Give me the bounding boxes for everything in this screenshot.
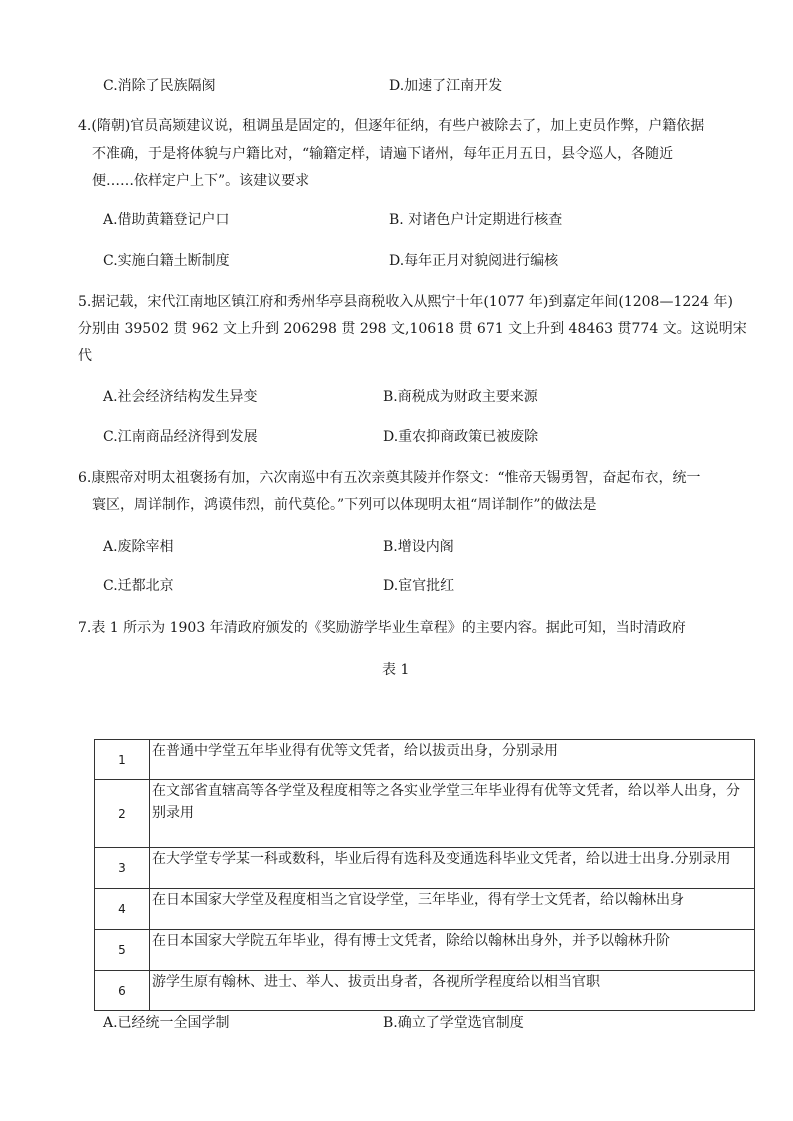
table-row (95, 889, 755, 930)
table-row (95, 848, 755, 889)
table-row (95, 971, 755, 1011)
table-row (95, 780, 755, 848)
row-text: 在普通中学堂五年毕业得有优等文凭者，给以拔贡出身，分别录用 (150, 740, 755, 780)
q4-stem-line-3: 便……依样定户上下”。该建议要求 (92, 173, 310, 189)
q7-option-b: B.确立了学堂选官制度 (383, 1015, 524, 1031)
q7-stem-line-1: 7.表 1 所示为 1903 年清政府颁发的《奖励游学毕业生章程》的主要内容。据此可知，当时清政府 (78, 620, 686, 636)
q6-option-b: B.增设内阁 (383, 539, 454, 555)
q3-option-d: D.加速了江南开发 (389, 78, 503, 94)
q4-option-b: B. 对诸色户计定期进行核查 (389, 212, 563, 228)
row-number: 6 (95, 971, 150, 1011)
q4-stem-line-1: 4.(隋朝)官员高颎建议说，租调虽是固定的，但逐年征纳，有些户被除去了，加上吏员作弊，户籍依据 (78, 118, 705, 134)
q6-stem-line-1: 6.康熙帝对明太祖褒扬有加，六次南巡中有五次亲奠其陵并作祭文：“惟帝天锡勇智，奋起布衣，统一 (78, 470, 701, 486)
q5-stem-line-1: 5.据记载，宋代江南地区镇江府和秀州华亭县商税收入从熙宁十年(1077 年)到嘉定年间(1208—1224 年) (78, 294, 733, 310)
q4-option-a: A.借助黄籍登记户口 (103, 212, 230, 228)
row-number: 4 (95, 889, 150, 930)
row-number: 5 (95, 930, 150, 971)
table-row (95, 740, 755, 780)
row-text: 在大学堂专学某一科或数科，毕业后得有选科及变通选科毕业文凭者，给以进士出身.分别录用 (150, 848, 755, 889)
q6-option-c: C.迁都北京 (103, 578, 174, 594)
row-number: 1 (95, 740, 150, 780)
row-text: 在文部省直辖高等各学堂及程度相等之各实业学堂三年毕业得有优等文凭者，给以举人出身，分别录用 (150, 780, 755, 848)
q5-option-d: D.重农抑商政策已被废除 (383, 429, 539, 445)
q5-option-b: B.商税成为财政主要来源 (383, 389, 538, 405)
q5-option-c: C.江南商品经济得到发展 (103, 429, 258, 445)
row-number: 2 (95, 780, 150, 848)
row-text: 游学生原有翰林、进士、举人、拔贡出身者，各视所学程度给以相当官职 (150, 971, 755, 1011)
q6-stem-line-2: 寰区，周详制作，鸿谟伟烈，前代莫伦。”下列可以体现明太祖“周详制作”的做法是 (92, 497, 597, 513)
table-caption: 表 1 (382, 662, 410, 678)
q6-option-d: D.宦官批红 (383, 578, 455, 594)
row-text: 在日本国家大学院五年毕业，得有博士文凭者，除给以翰林出身外，并予以翰林升阶 (150, 930, 755, 971)
rewards-table (94, 739, 755, 1011)
q5-stem-line-2: 分别由 39502 贯 962 文上升到 206298 贯 298 文,10618 贯 671 文上升到 48463 贯774 文。这说明宋 (78, 321, 747, 337)
q4-option-d: D.每年正月对貌阅进行编核 (389, 253, 559, 269)
row-text: 在日本国家大学堂及程度相当之官设学堂，三年毕业，得有学士文凭者，给以翰林出身 (150, 889, 755, 930)
table-row (95, 930, 755, 971)
q6-option-a: A.废除宰相 (103, 539, 174, 555)
q4-stem-line-2: 不准确，于是将体貌与户籍比对，“输籍定样，请遍下诸州，每年正月五日，县令巡人，各随近 (92, 146, 674, 162)
q5-option-a: A.社会经济结构发生异变 (103, 389, 258, 405)
q4-option-c: C.实施白籍土断制度 (103, 253, 230, 269)
q5-stem-line-3: 代 (78, 348, 92, 364)
q7-option-a: A.已经统一全国学制 (103, 1015, 230, 1031)
row-number: 3 (95, 848, 150, 889)
q3-option-c: C.消除了民族隔阂 (103, 78, 216, 94)
